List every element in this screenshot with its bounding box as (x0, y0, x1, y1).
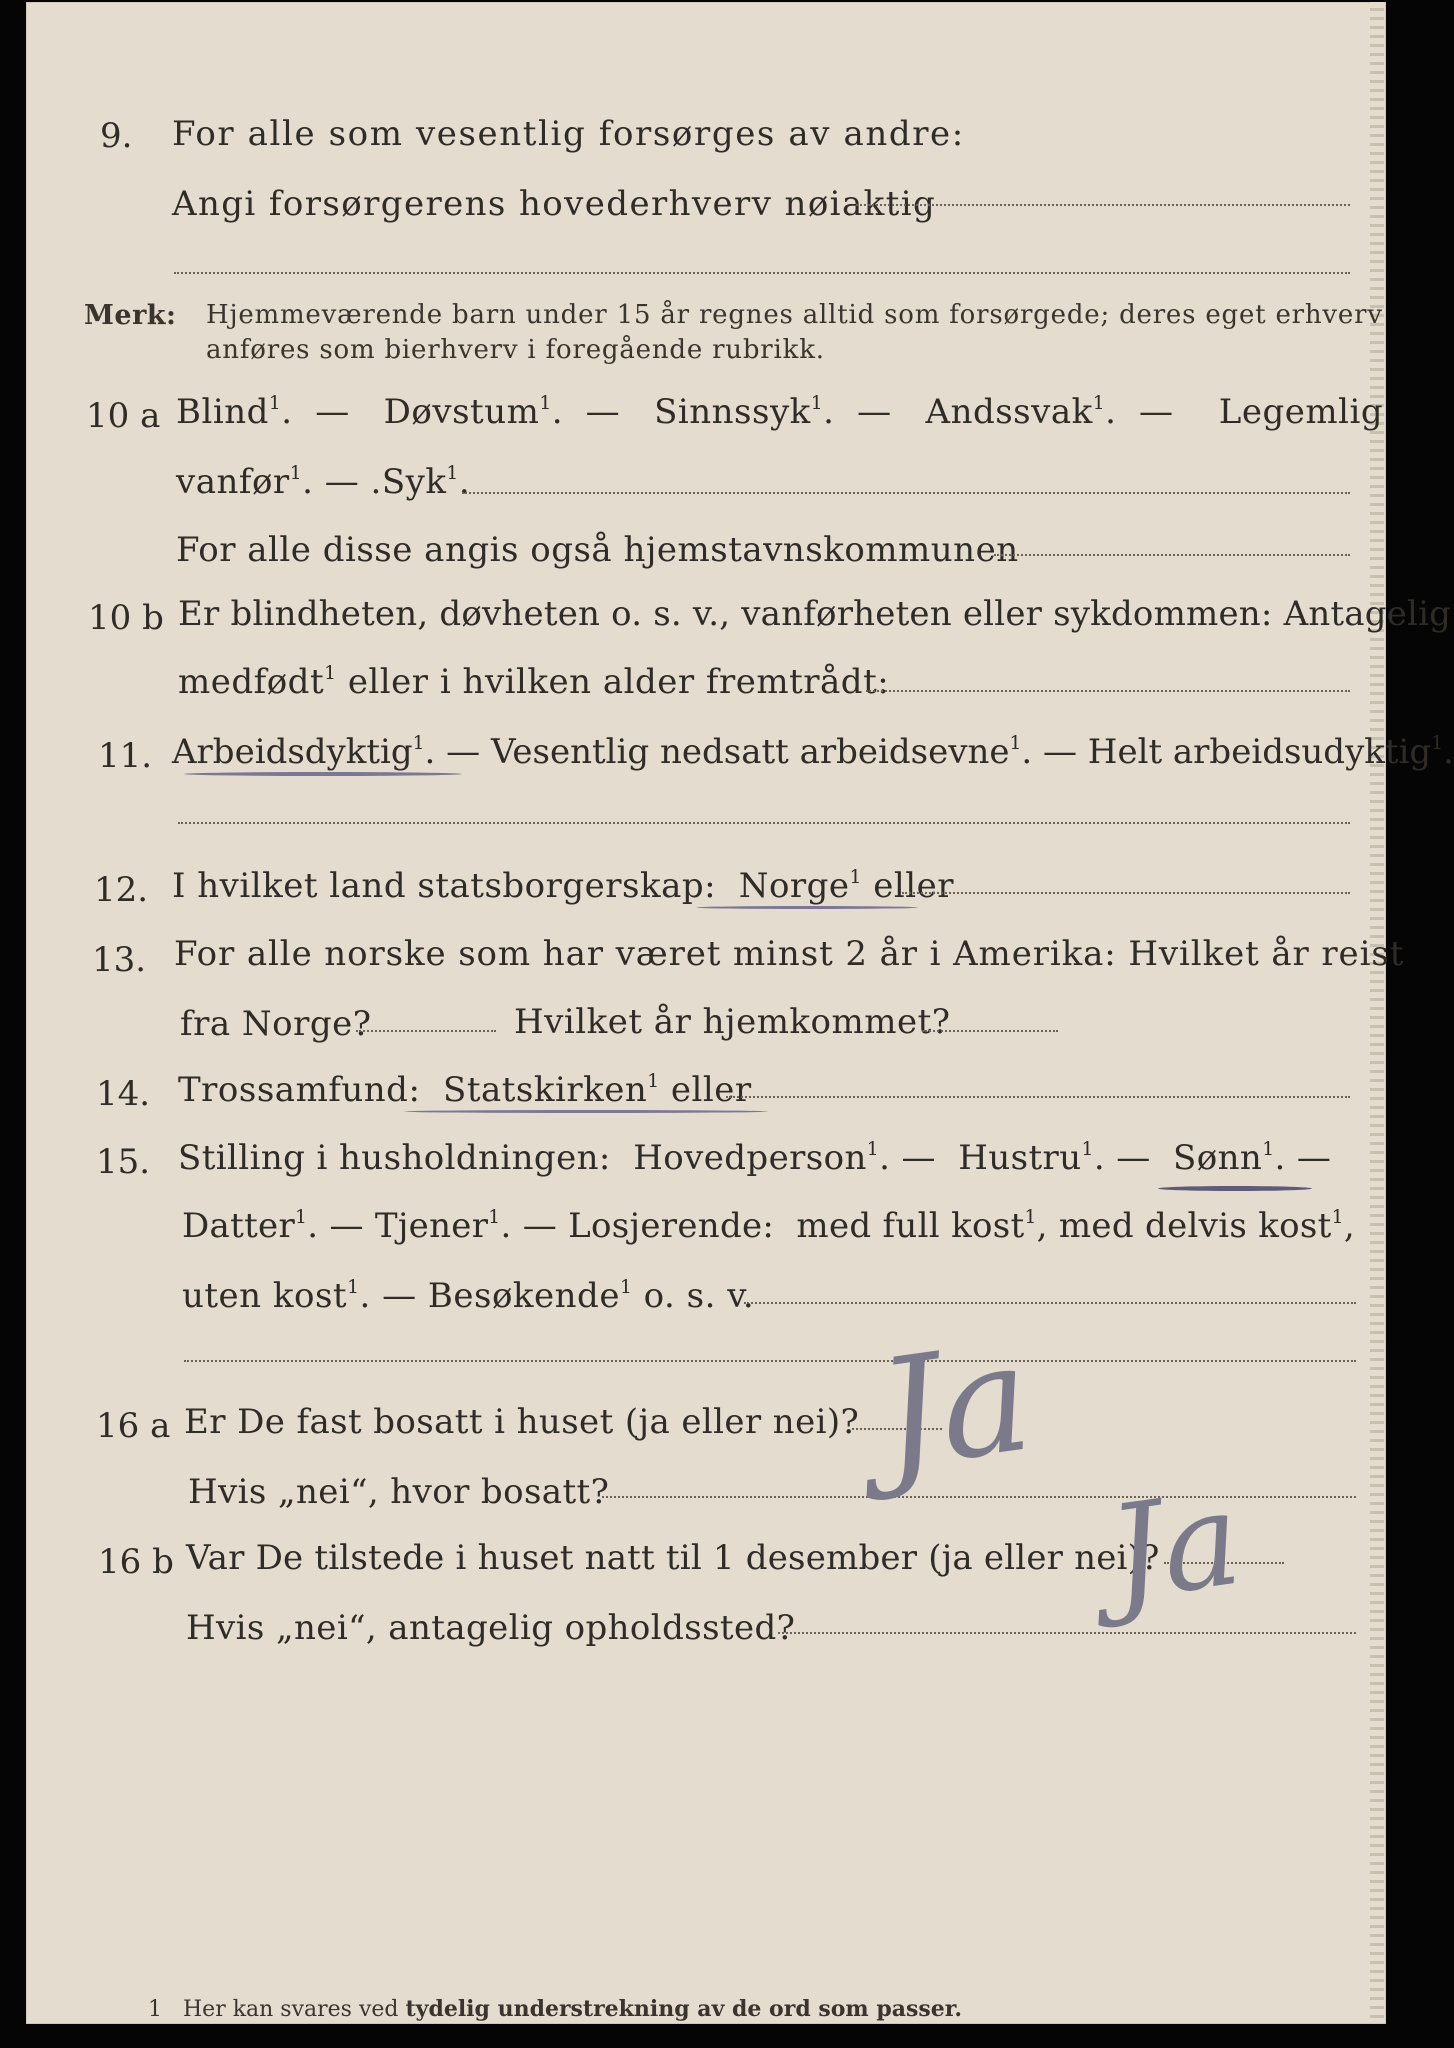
q15-osv: o. s. v. (643, 1276, 755, 1316)
footnote-marker: 1 (148, 1997, 162, 2022)
q11-udyktig[interactable]: Helt arbeidsudyktig (1087, 732, 1432, 772)
q15-delviskost[interactable]: med delvis kost (1058, 1206, 1332, 1246)
q10a-dovstum[interactable]: Døvstum (383, 392, 540, 432)
merk-line1: Hjemmeværende barn under 15 år regnes alltid som forsørgede; deres eget erhverv (206, 300, 1383, 330)
q15-answer-line-2[interactable] (184, 1360, 1356, 1362)
footnote-ref: 1 (1262, 1138, 1275, 1160)
q10b-line2: eller i hvilken alder fremtrådt: (347, 662, 890, 702)
footnote-ref: 1 (324, 662, 337, 684)
q15-row1: Stilling i husholdningen: Hovedperson$^1$. — Hustru$^1$. — Sønn$^1$. — (178, 1138, 1332, 1178)
q10a-andssvak[interactable]: Andssvak (925, 392, 1093, 432)
q15-fullkost[interactable]: med full kost (796, 1206, 1025, 1246)
q12-eller: eller (873, 866, 954, 906)
q16a-number: 16 a (96, 1406, 171, 1446)
q16a-line2: Hvis „nei“, hvor bosatt? (188, 1472, 610, 1512)
footnote-ref: 1 (268, 392, 282, 414)
q16b-line1: Var De tilstede i huset natt til 1 desember (ja eller nei)? (186, 1538, 1160, 1578)
q10b-medfodt[interactable]: medfødt (178, 662, 325, 702)
q10a-syk[interactable]: Syk (381, 462, 447, 502)
q12-text: I hvilket land statsborgerskap: (172, 866, 717, 906)
footnote-ref: 1 (866, 1138, 880, 1160)
footnote-ref: 1 (1024, 1206, 1037, 1228)
q14-text: Trossamfund: (178, 1070, 421, 1110)
q9-answer-line[interactable] (856, 204, 1350, 206)
q11-number: 11. (98, 736, 153, 776)
q10b-line1: Er blindheten, døvheten o. s. v., vanførheten eller sykdommen: Antagelig (178, 594, 1452, 634)
q10a-blind-row: Blind$^1$. — Døvstum$^1$. — Sinnssyk$^1$. — Andssvak$^1$. — Legemlig (176, 392, 1384, 432)
q14-row (178, 1070, 752, 1110)
q9-line1: For alle som vesentlig forsørges av andre: (172, 114, 965, 154)
footnote-ref: 1 (1092, 392, 1106, 414)
q10a-answer-line[interactable] (462, 492, 1350, 494)
q13-reist-line[interactable] (356, 1030, 496, 1032)
q16b-number: 16 b (98, 1542, 174, 1582)
footnote-ref: 1 (289, 462, 303, 484)
q13-line2a: fra Norge? (180, 1004, 372, 1044)
q14-number: 14. (96, 1074, 151, 1114)
footnote-bold-text: tydelig understrekning av de ord som passer. (405, 1996, 962, 2022)
q12-underline-mark (696, 906, 918, 909)
merk-label: Merk: (84, 300, 177, 331)
q15-hovedperson[interactable]: Hovedperson (633, 1138, 867, 1178)
q13-hjemkommet-line[interactable] (922, 1030, 1058, 1032)
q10a-hjemstavn-line[interactable] (994, 554, 1350, 556)
q15-line1: Stilling i husholdningen: (178, 1138, 611, 1178)
q10b-row2 (178, 662, 889, 702)
q15-row3: uten kost$^1$. — Besøkende$^1$ o. s. v. (182, 1276, 755, 1316)
footnote-text: Her kan svares ved (182, 1997, 399, 2022)
q12-norge[interactable]: Norge (738, 866, 850, 906)
q14-answer-line[interactable] (726, 1096, 1350, 1098)
q15-answer-line[interactable] (744, 1302, 1356, 1304)
q9-line2: Angi forsørgerens hovederhverv nøiaktig (172, 184, 937, 224)
q15-row2: Datter$^1$. — Tjener$^1$. — Losjerende: med full kost$^1$, med delvis kost$^1$, (182, 1206, 1355, 1246)
q12-number: 12. (94, 870, 149, 910)
q10a-row2: vanfør$^1$. — .Syk$^1$. (176, 462, 471, 502)
q11-nedsatt[interactable]: Vesentlig nedsatt arbeidsevne (490, 732, 1010, 772)
q11-row: Arbeidsdyktig$^1$. — Vesentlig nedsatt arbeidsevne$^1$. — Helt arbeidsudyktig$^1$. (172, 732, 1454, 772)
footnote-ref: 1 (849, 866, 862, 888)
q15-tjener[interactable]: Tjener (374, 1206, 489, 1246)
footnote-ref: 1 (619, 1276, 633, 1298)
q10a-number: 10 a (86, 396, 161, 436)
footnote-ref: 1 (295, 1206, 308, 1228)
q10a-line3: For alle disse angis også hjemstavnskommunen (176, 530, 1019, 570)
q14-statskirken[interactable]: Statskirken (443, 1070, 648, 1110)
q16a-handwritten-answer: Ja (868, 1310, 1041, 1504)
q11-underline-mark (184, 772, 462, 776)
q10a-blind[interactable]: Blind (176, 392, 269, 432)
q13-line1: For alle norske som har været minst 2 år i Amerika: Hvilket år reist (174, 934, 1405, 974)
q16a-line1: Er De fast bosatt i huset (ja eller nei)? (184, 1402, 860, 1442)
q15-utenkost[interactable]: uten kost (182, 1276, 348, 1316)
merk-line2: anføres som bierhverv i foregående rubrikk. (206, 335, 825, 365)
q15-number: 15. (96, 1142, 151, 1182)
q15-losjerende: Losjerende: (568, 1206, 775, 1246)
q13-line2b: Hvilket år hjemkommet? (514, 1002, 951, 1042)
footnote-ref: 1 (1009, 732, 1022, 754)
q10a-vanfor[interactable]: vanfør (176, 462, 290, 502)
footnote-ref: 1 (446, 462, 459, 484)
q16b-handwritten-answer: Ja (1100, 1461, 1250, 1631)
q15-besokende[interactable]: Besøkende (427, 1276, 620, 1316)
q9-answer-line-2[interactable] (174, 272, 1350, 274)
q9-number: 9. (100, 116, 133, 156)
footnote-ref: 1 (539, 392, 552, 414)
q16b-line2: Hvis „nei“, antagelig opholdssted? (186, 1608, 796, 1648)
q15-sonn[interactable]: Sønn (1173, 1138, 1263, 1178)
q15-datter[interactable]: Datter (182, 1206, 296, 1246)
q10b-number: 10 b (88, 598, 164, 638)
footnote-ref: 1 (1081, 1138, 1094, 1160)
footnote-ref: 1 (647, 1070, 660, 1092)
q16b-opholdssted-line[interactable] (778, 1632, 1356, 1634)
q13-number: 13. (92, 940, 147, 980)
footnote-ref: 1 (412, 732, 425, 754)
footnote-ref: 1 (810, 392, 824, 414)
q10b-answer-line[interactable] (866, 690, 1350, 692)
q14-underline-mark (404, 1110, 768, 1113)
q10a-sinnssyk[interactable]: Sinnssyk (654, 392, 811, 432)
q15-sonn-underline-mark (1158, 1186, 1312, 1191)
footnote-ref: 1 (1431, 732, 1444, 754)
footnote (148, 1996, 962, 2022)
q15-hustru[interactable]: Hustru (958, 1138, 1082, 1178)
q14-eller: eller (670, 1070, 752, 1110)
q11-arbeidsdyktig[interactable]: Arbeidsdyktig (172, 732, 413, 772)
footnote-ref: 1 (488, 1206, 501, 1228)
q12-row (172, 866, 954, 906)
q10a-legemlig[interactable]: Legemlig (1218, 392, 1384, 432)
footnote-ref: 1 (1331, 1206, 1344, 1228)
q16a-bosatt-line[interactable] (602, 1496, 1356, 1498)
footnote-ref: 1 (347, 1276, 360, 1298)
q12-answer-line[interactable] (902, 892, 1350, 894)
q11-answer-line[interactable] (178, 822, 1350, 824)
